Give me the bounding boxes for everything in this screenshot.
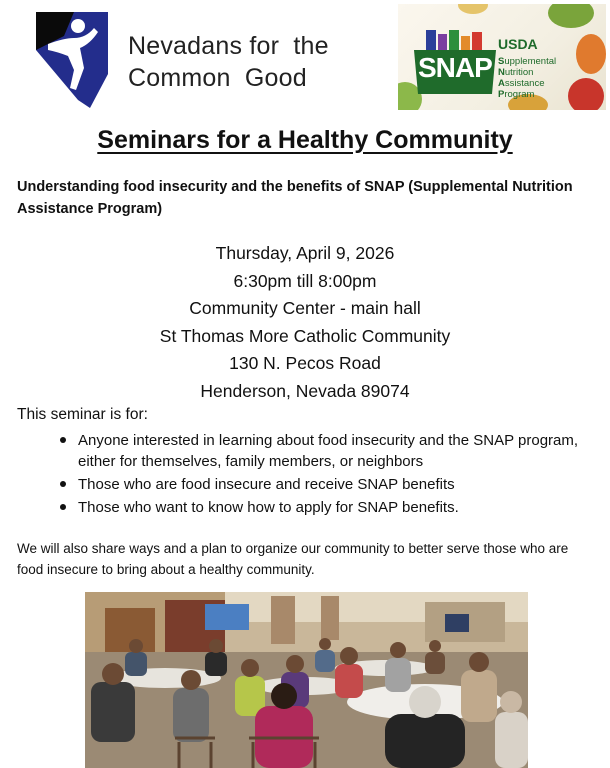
closing-paragraph: We will also share ways and a plan to organize our community to better serve those who are food insecure to bring about a healthy community.	[17, 541, 569, 577]
snap-logo	[398, 4, 606, 110]
snap-acronym	[498, 56, 556, 100]
list-item: Anyone interested in learning about food insecurity and the SNAP program, either for themselves, family members, or neighbors	[60, 430, 590, 472]
list-item: Those who are food insecure and receive SNAP benefits	[60, 474, 590, 495]
event-date: Thursday, April 9, 2026	[215, 243, 395, 263]
org-name	[128, 30, 329, 94]
event-venue: Community Center - main hall	[189, 298, 421, 319]
subtitle: Understanding food insecurity and the benefits of SNAP (Supplemental Nutrition Assistance Program)	[17, 179, 573, 217]
snap-logo-text: SNAP	[418, 52, 492, 83]
event-city: Henderson, Nevada 89074	[200, 380, 410, 401]
audience-intro: This seminar is for:	[17, 406, 148, 423]
event-host: St Thomas More Catholic Community	[159, 325, 451, 346]
list-item: Those who want to know how to apply for SNAP benefits.	[60, 497, 590, 518]
org-name-line-2: Common Good	[128, 64, 307, 92]
usda-label: USDA	[498, 36, 538, 52]
snap-word: Supplemental	[498, 56, 557, 67]
org-name-line-1: Nevadans for the	[128, 32, 329, 60]
audience-list	[60, 430, 590, 520]
seminar-photo	[85, 592, 528, 768]
nevada-figure-logo-icon	[34, 10, 110, 110]
event-street: 130 N. Pecos Road	[229, 353, 381, 374]
event-time: 6:30pm till 8:00pm	[233, 270, 377, 291]
snap-word: Nutrition	[498, 67, 534, 78]
snap-word: Program	[498, 89, 535, 100]
snap-word: Assistance	[498, 78, 545, 89]
page-title: Seminars for a Healthy Community	[97, 126, 513, 154]
event-details	[0, 240, 610, 406]
